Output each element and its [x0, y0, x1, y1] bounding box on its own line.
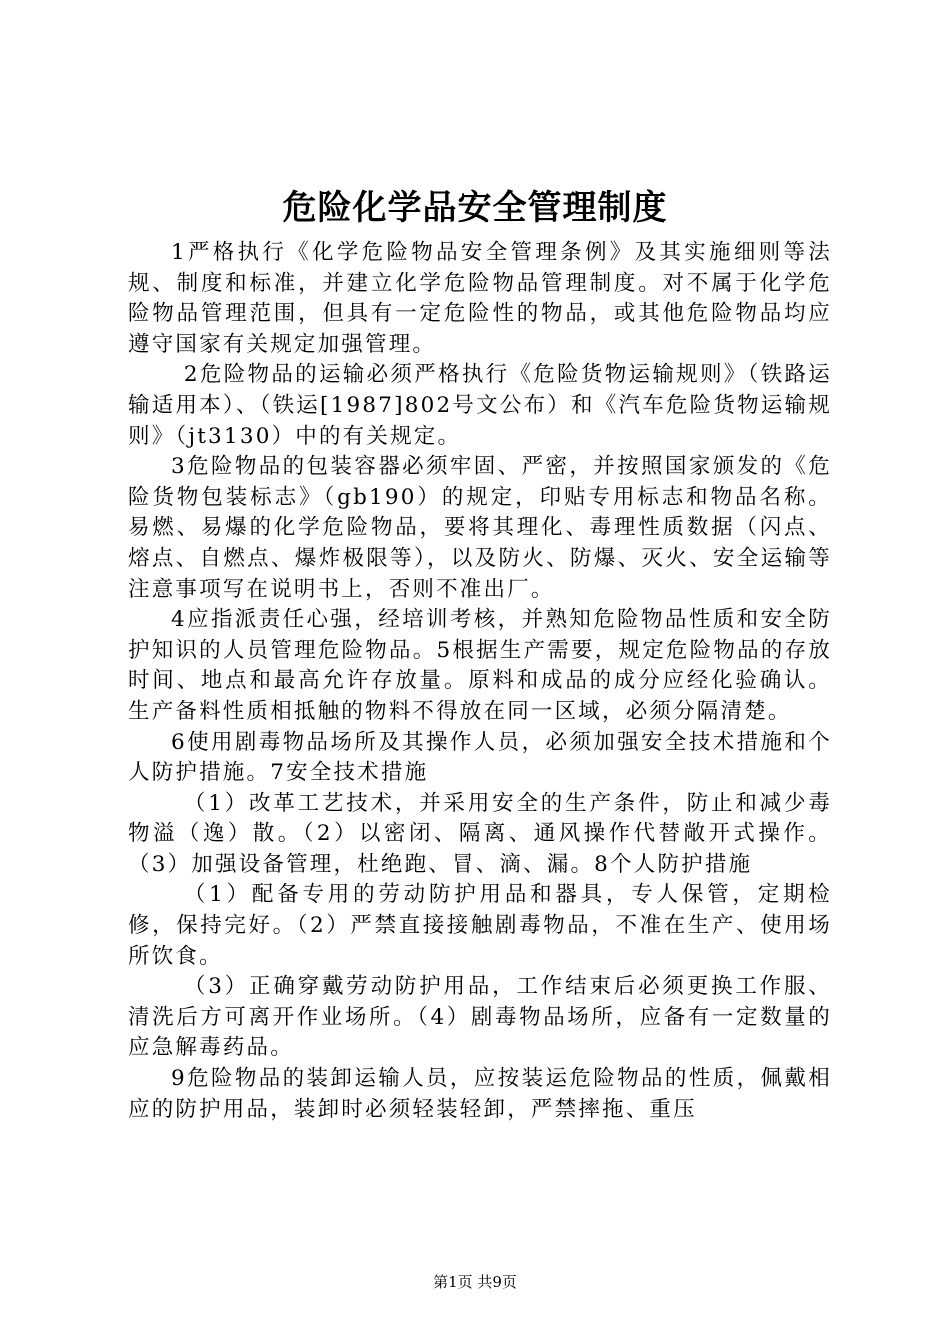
paragraph-5: 6使用剧毒物品场所及其操作人员，必须加强安全技术措施和个人防护措施。7安全技术措施 [128, 729, 832, 786]
paragraph-1: 1严格执行《化学危险物品安全管理条例》及其实施细则等法规、制度和标准，并建立化学危险物品管理制度。对不属于化学危险物品管理范围，但具有一定危险性的物品，或其他危险物品均应遵守国家有关规定加强管理。 [128, 240, 832, 357]
paragraph-8: （3）正确穿戴劳动防护用品，工作结束后必须更换工作服、清洗后方可离开作业场所。（4）剧毒物品场所，应备有一定数量的应急解毒药品。 [128, 974, 832, 1061]
paragraph-4: 4应指派责任心强，经培训考核，并熟知危险物品性质和安全防护知识的人员管理危险物品。5根据生产需要，规定危险物品的存放时间、地点和最高允许存放量。原料和成品的成分应经化验确认。生产备料性质相抵触的物料不得放在同一区域，必须分隔清楚。 [128, 607, 832, 724]
paragraph-2: 2危险物品的运输必须严格执行《危险货物运输规则》（铁路运输适用本）、（铁运[1987]802号文公布）和《汽车危险货物运输规则》（jt3130）中的有关规定。 [128, 362, 832, 449]
paragraph-3: 3危险物品的包装容器必须牢固、严密，并按照国家颁发的《危险货物包装标志》（gb190）的规定，印贴专用标志和物品名称。易燃、易爆的化学危险物品，要将其理化、毒理性质数据（闪点、熔点、自燃点、爆炸极限等），以及防火、防爆、灭火、安全运输等注意事项写在说明书上，否则不准出厂。 [128, 454, 832, 602]
page-number-footer: 第1页 共9页 [433, 1273, 517, 1291]
paragraph-7: （1）配备专用的劳动防护用品和器具，专人保管，定期检修，保持完好。（2）严禁直接接触剧毒物品，不准在生产、使用场所饮食。 [128, 882, 832, 969]
paragraph-6: （1）改革工艺技术，并采用安全的生产条件，防止和减少毒物溢（逸）散。（2）以密闭、隔离、通风操作代替敞开式操作。（3）加强设备管理，杜绝跑、冒、滴、漏。8个人防护措施 [128, 790, 832, 877]
document-title: 危险化学品安全管理制度 [282, 188, 668, 228]
paragraph-9: 9危险物品的装卸运输人员，应按装运危险物品的性质，佩戴相应的防护用品，装卸时必须轻装轻卸，严禁摔拖、重压 [128, 1066, 832, 1122]
document-body [128, 238, 832, 1125]
